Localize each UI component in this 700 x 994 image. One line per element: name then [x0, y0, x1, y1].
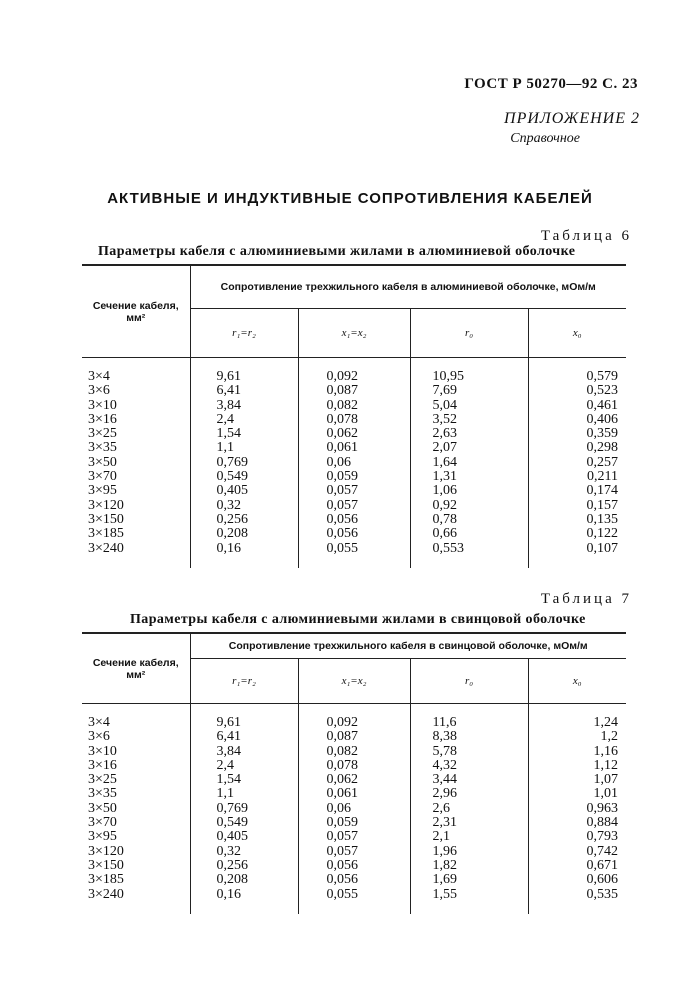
table-cell: 3,52 [410, 413, 528, 427]
table6-caption: Параметры кабеля с алюминиевыми жилами в алюминиевой оболочке [98, 244, 576, 259]
table-cell: 0,579 [528, 370, 626, 384]
table-cell: 0,082 [298, 399, 410, 413]
table-row [82, 802, 626, 816]
table-row [82, 427, 626, 441]
table7-label: Таблица 7 [540, 591, 632, 607]
table-cell: 1,2 [528, 730, 626, 744]
table-cell: 1,31 [410, 470, 528, 484]
table-cell: 0,523 [528, 384, 626, 398]
table-cell: 3×10 [88, 397, 117, 413]
table-cell: 0,769 [190, 456, 298, 470]
table-cell: 3×150 [88, 511, 124, 527]
table-cell: 7,69 [410, 384, 528, 398]
table-row [82, 873, 626, 887]
table-cell: 0,405 [190, 830, 298, 844]
subcolumn-header: r₁=r₂ [190, 309, 298, 358]
table-cell: 1,82 [410, 859, 528, 873]
table-cell: 3×6 [88, 383, 110, 399]
column-header-section: Сечение кабеля, мм² [92, 299, 179, 324]
table-cell: 11,6 [410, 716, 528, 730]
table-row [82, 513, 626, 527]
table-cell: 0,06 [298, 456, 410, 470]
section-title: АКТИВНЫЕ И ИНДУКТИВНЫЕ СОПРОТИВЛЕНИЯ КАБЕЛЕЙ [107, 190, 593, 207]
table-cell: 3,44 [410, 773, 528, 787]
table-row [82, 816, 626, 830]
table-cell: 1,69 [410, 873, 528, 887]
table-cell: 0,405 [190, 484, 298, 498]
table-row [82, 773, 626, 787]
table-cell: 2,31 [410, 816, 528, 830]
subcolumn-header: r₀ [410, 659, 528, 704]
table-cell: 1,07 [528, 773, 626, 787]
table-cell: 8,38 [410, 730, 528, 744]
table7-caption: Параметры кабеля с алюминиевыми жилами в свинцовой оболочке [130, 612, 586, 627]
table-row [82, 527, 626, 541]
table-cell: 0,057 [298, 845, 410, 859]
table-cell: 0,16 [190, 888, 298, 902]
table-cell: 0,061 [298, 441, 410, 455]
table-cell: 0,078 [298, 759, 410, 773]
table-cell: 3×185 [88, 526, 124, 542]
table-row [82, 399, 626, 413]
column-group-header: Сопротивление трехжильного кабеля в свинцовой оболочке, мОм/м [190, 633, 626, 659]
table6-label: Таблица 6 [540, 228, 632, 244]
table-row [82, 484, 626, 498]
table-cell: 0,742 [528, 845, 626, 859]
table-cell: 2,1 [410, 830, 528, 844]
table-cell: 0,256 [190, 859, 298, 873]
table6 [82, 264, 626, 568]
table-cell: 0,078 [298, 413, 410, 427]
table-cell: 1,06 [410, 484, 528, 498]
table-cell: 0,056 [298, 873, 410, 887]
table-cell: 0,671 [528, 859, 626, 873]
table-cell: 0,16 [190, 542, 298, 556]
subcolumn-header: r₀ [410, 309, 528, 358]
table-cell: 1,64 [410, 456, 528, 470]
table-cell: 1,24 [528, 716, 626, 730]
table-cell: 0,056 [298, 513, 410, 527]
table-cell: 0,208 [190, 873, 298, 887]
table-cell: 3×240 [88, 886, 124, 902]
table-cell: 3×185 [88, 872, 124, 888]
table-cell: 0,793 [528, 830, 626, 844]
table-cell: 3×4 [88, 369, 110, 384]
table-cell: 0,092 [298, 370, 410, 384]
table-cell: 0,461 [528, 399, 626, 413]
table-row [82, 745, 626, 759]
table-cell: 2,4 [190, 759, 298, 773]
table-row [82, 542, 626, 556]
table-cell: 9,61 [190, 716, 298, 730]
table-row [82, 384, 626, 398]
table-cell: 2,63 [410, 427, 528, 441]
table-cell: 10,95 [410, 370, 528, 384]
table-cell: 0,769 [190, 802, 298, 816]
table-cell: 0,208 [190, 527, 298, 541]
table-cell: 0,087 [298, 730, 410, 744]
table-cell: 3×95 [88, 483, 117, 499]
table-cell: 9,61 [190, 370, 298, 384]
table-cell: 1,54 [190, 427, 298, 441]
table-cell: 0,32 [190, 845, 298, 859]
subcolumn-header: x₀ [528, 309, 626, 358]
standard-page-header: ГОСТ Р 50270—92 С. 23 [464, 76, 638, 92]
table-cell: 3×35 [88, 786, 117, 802]
table-cell: 3×16 [88, 411, 117, 427]
table-row [82, 845, 626, 859]
table-cell: 0,157 [528, 499, 626, 513]
table-cell: 3×4 [88, 715, 110, 730]
table-cell: 0,359 [528, 427, 626, 441]
table-cell: 6,41 [190, 730, 298, 744]
table-cell: 0,549 [190, 816, 298, 830]
table-cell: 3×50 [88, 454, 117, 470]
subcolumn-header: x₁=x₂ [298, 309, 410, 358]
table-row [82, 859, 626, 873]
table-row [82, 470, 626, 484]
table-row [82, 730, 626, 744]
table-cell: 2,07 [410, 441, 528, 455]
table-cell: 0,549 [190, 470, 298, 484]
table-cell: 0,406 [528, 413, 626, 427]
table-cell: 3×25 [88, 426, 117, 442]
table-cell: 0,055 [298, 888, 410, 902]
column-header-section: Сечение кабеля, мм² [92, 656, 179, 681]
table-row [82, 499, 626, 513]
table-cell: 0,057 [298, 499, 410, 513]
table-cell: 0,135 [528, 513, 626, 527]
table-cell: 1,54 [190, 773, 298, 787]
table-cell: 2,96 [410, 787, 528, 801]
table7 [82, 632, 626, 914]
appendix-label: ПРИЛОЖЕНИЕ 2 [504, 110, 640, 127]
table-cell: 1,1 [190, 787, 298, 801]
table-cell: 0,107 [528, 542, 626, 556]
table-cell: 0,059 [298, 816, 410, 830]
table-cell: 3×35 [88, 440, 117, 456]
table-cell: 3×16 [88, 757, 117, 773]
table-cell: 1,12 [528, 759, 626, 773]
table-cell: 3×10 [88, 743, 117, 759]
table-cell: 0,062 [298, 427, 410, 441]
table-cell: 0,174 [528, 484, 626, 498]
table-row [82, 759, 626, 773]
table-cell: 3×6 [88, 729, 110, 745]
table-cell: 2,6 [410, 802, 528, 816]
table-cell: 0,66 [410, 527, 528, 541]
table-row [82, 787, 626, 801]
table-row [82, 716, 626, 730]
table-cell: 3×240 [88, 540, 124, 556]
table-cell: 0,062 [298, 773, 410, 787]
table-row [82, 456, 626, 470]
table-cell: 1,16 [528, 745, 626, 759]
table-cell: 0,211 [528, 470, 626, 484]
subcolumn-header: r₁=r₂ [190, 659, 298, 704]
table-cell: 3×120 [88, 843, 124, 859]
table-row [82, 888, 626, 902]
table-cell: 3×70 [88, 469, 117, 485]
table-cell: 0,055 [298, 542, 410, 556]
table-cell: 0,78 [410, 513, 528, 527]
subcolumn-header: x₀ [528, 659, 626, 704]
table-cell: 3×25 [88, 772, 117, 788]
table-cell: 0,061 [298, 787, 410, 801]
table-cell: 0,32 [190, 499, 298, 513]
table-cell: 1,1 [190, 441, 298, 455]
table-cell: 0,298 [528, 441, 626, 455]
table-cell: 5,04 [410, 399, 528, 413]
table-row [82, 441, 626, 455]
table-cell: 1,55 [410, 888, 528, 902]
table-cell: 0,06 [298, 802, 410, 816]
table-cell: 2,4 [190, 413, 298, 427]
table-cell: 0,057 [298, 830, 410, 844]
table-cell: 0,087 [298, 384, 410, 398]
table-cell: 0,056 [298, 859, 410, 873]
table-cell: 0,553 [410, 542, 528, 556]
table-cell: 0,963 [528, 802, 626, 816]
table-cell: 0,082 [298, 745, 410, 759]
table-cell: 0,535 [528, 888, 626, 902]
table-cell: 4,32 [410, 759, 528, 773]
table-cell: 3,84 [190, 399, 298, 413]
table-cell: 3,84 [190, 745, 298, 759]
column-group-header: Сопротивление трехжильного кабеля в алюминиевой оболочке, мОм/м [190, 265, 626, 309]
table-cell: 5,78 [410, 745, 528, 759]
table-cell: 3×70 [88, 815, 117, 831]
table-cell: 3×95 [88, 829, 117, 845]
table-cell: 3×50 [88, 800, 117, 816]
appendix-type: Справочное [510, 131, 580, 146]
table-row [82, 370, 626, 384]
table-cell: 0,884 [528, 816, 626, 830]
table-cell: 0,92 [410, 499, 528, 513]
table-cell: 0,256 [190, 513, 298, 527]
table-cell: 0,606 [528, 873, 626, 887]
table-cell: 0,059 [298, 470, 410, 484]
table-cell: 0,122 [528, 527, 626, 541]
table-cell: 0,057 [298, 484, 410, 498]
table-cell: 0,056 [298, 527, 410, 541]
table-cell: 3×120 [88, 497, 124, 513]
table-row [82, 830, 626, 844]
table-cell: 0,257 [528, 456, 626, 470]
table-cell: 1,96 [410, 845, 528, 859]
table-cell: 0,092 [298, 716, 410, 730]
table-cell: 3×150 [88, 857, 124, 873]
table-cell: 1,01 [528, 787, 626, 801]
table-row [82, 413, 626, 427]
subcolumn-header: x₁=x₂ [298, 659, 410, 704]
table-cell: 6,41 [190, 384, 298, 398]
